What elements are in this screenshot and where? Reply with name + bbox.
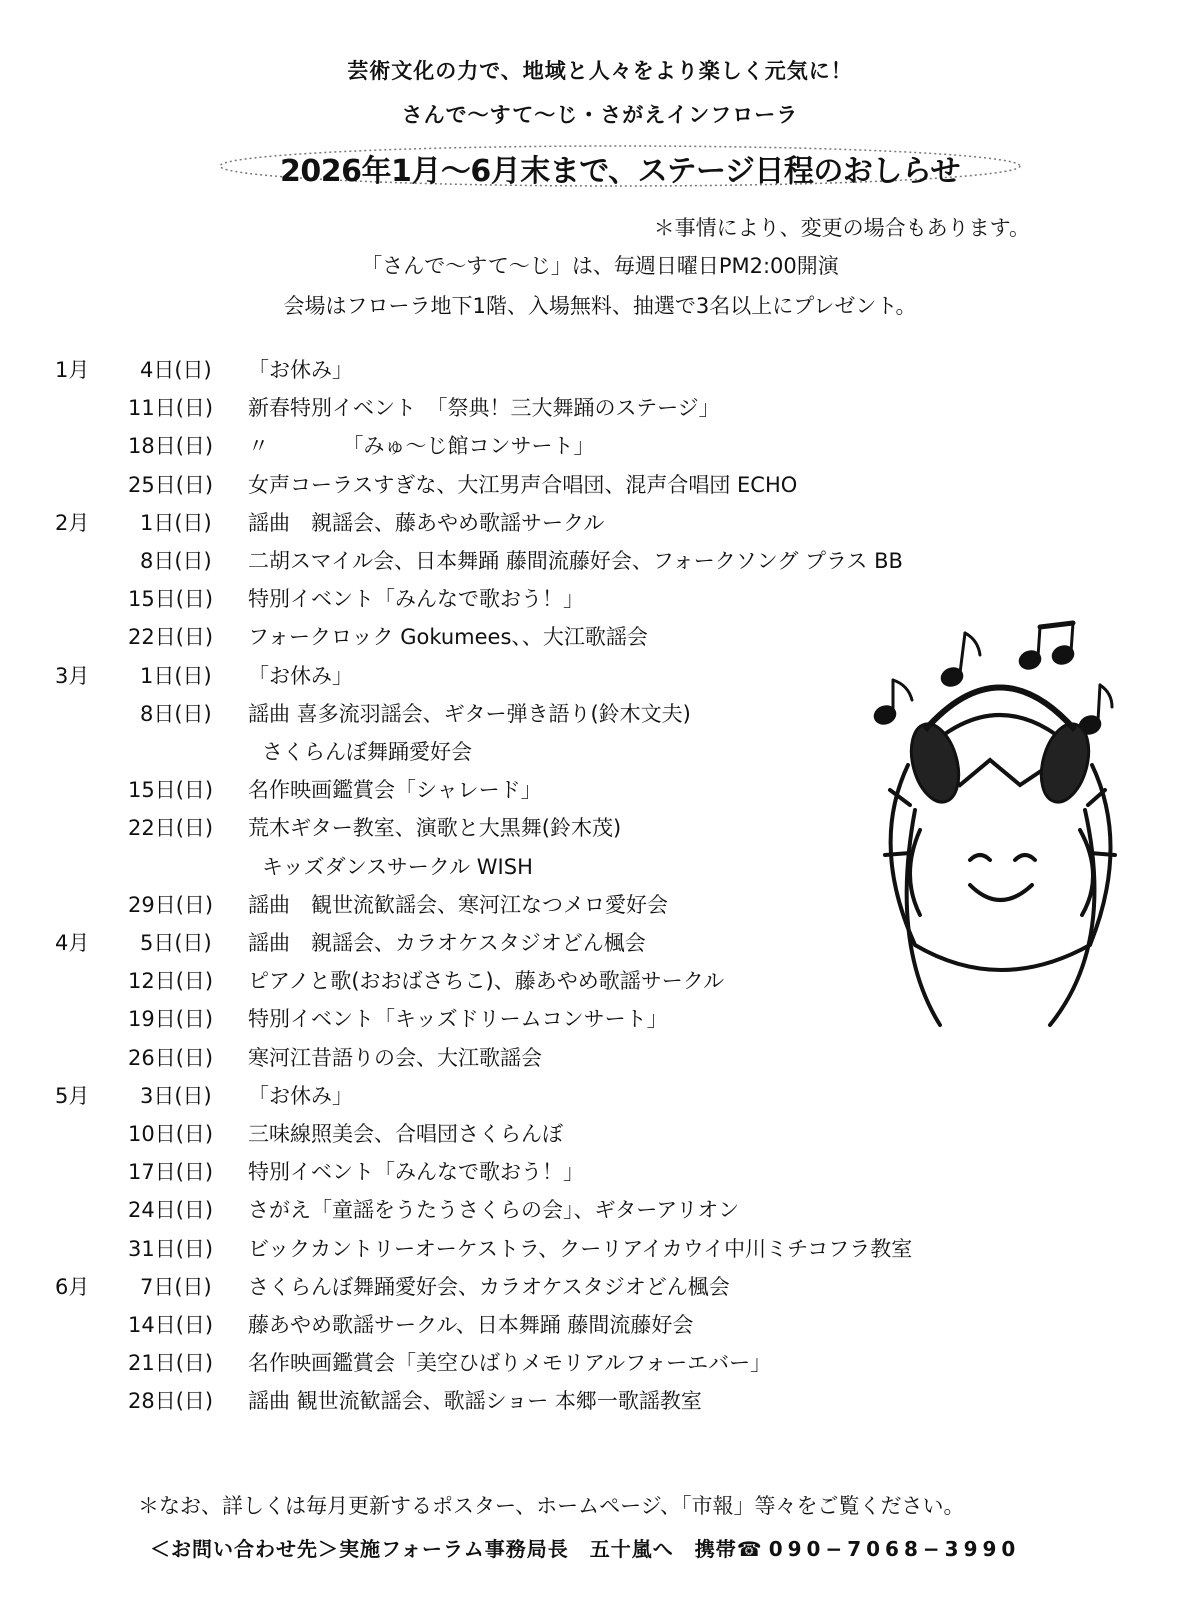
schedule-item: 寒河江昔語りの会、大江歌謡会 xyxy=(248,1046,542,1070)
schedule-month: 6月 xyxy=(55,1275,90,1299)
schedule-item: 特別イベント「キッズドリームコンサート」 xyxy=(248,1007,668,1031)
schedule-date: 24日(日) xyxy=(128,1198,214,1222)
schedule-date: 25日(日) xyxy=(128,473,214,497)
footer-note: ＊なお、詳しくは毎月更新するポスター、ホームページ、「市報」等々をご覧ください。 xyxy=(138,1494,965,1518)
schedule-month: 1月 xyxy=(55,358,90,382)
schedule-date: 4日(日) xyxy=(140,358,212,382)
schedule-date: 7日(日) xyxy=(140,1275,212,1299)
schedule-date: 26日(日) xyxy=(128,1046,214,1070)
schedule-item: さがえ「童謡をうたうさくらの会」、ギターアリオン xyxy=(248,1198,740,1222)
schedule-item: 謡曲 親謡会、カラオケスタジオどん楓会 xyxy=(248,931,646,955)
schedule-item: フォークロック Gokumees、、大江歌謡会 xyxy=(248,625,648,649)
schedule-item: ビックカントリーオーケストラ、クーリアイカウイ中川ミチコフラ教室 xyxy=(248,1237,913,1261)
schedule-item: 「お休み」 xyxy=(248,664,353,688)
schedule-item: 謡曲 観世流歓謡会、歌謡ショー 本郷一歌謡教室 xyxy=(248,1389,702,1413)
schedule-item: 三味線照美会、合唱団さくらんぼ xyxy=(248,1122,563,1146)
schedule-date: 29日(日) xyxy=(128,893,214,917)
schedule-item: 謡曲 親謡会、藤あやめ歌謡サークル xyxy=(248,511,605,535)
schedule-date: 5日(日) xyxy=(140,931,212,955)
schedule-date: 12日(日) xyxy=(128,969,214,993)
cat-with-headphones-icon xyxy=(860,615,1130,1035)
intro-line-2: 会場はフローラ地下1階、入場無料、抽選で3名以上にプレゼント。 xyxy=(283,294,917,318)
tagline: 芸術文化の力で、地域と人々をより楽しく元気に！ xyxy=(347,59,853,83)
schedule-item: 女声コーラスすぎな、大江男声合唱団、混声合唱団 ECHO xyxy=(248,473,798,497)
schedule-item: 新春特別イベント 「祭典！三大舞踊のステージ」 xyxy=(248,396,720,420)
schedule-item: 「お休み」 xyxy=(248,1084,353,1108)
schedule-item: 謡曲 観世流歓謡会、寒河江なつメロ愛好会 xyxy=(248,893,668,917)
schedule-date: 22日(日) xyxy=(128,816,214,840)
schedule-date: 15日(日) xyxy=(128,778,214,802)
change-notice: ＊事情により、変更の場合もあります。 xyxy=(653,216,1030,240)
schedule-item: キッズダンスサークル WISH xyxy=(262,855,533,879)
schedule-item: 名作映画鑑賞会「美空ひばりメモリアルフォーエバー」 xyxy=(248,1351,772,1375)
headline-banner xyxy=(215,142,1025,190)
schedule-date: 10日(日) xyxy=(128,1122,214,1146)
organization-name: さんで～すて～じ・さがえインフローラ xyxy=(401,103,799,127)
schedule-item: 荒木ギター教室、演歌と大黒舞(鈴木茂) xyxy=(248,816,622,840)
schedule-item: 〃 「みゅ～じ館コンサート」 xyxy=(248,434,595,458)
phone-number: 090−7068−3990 xyxy=(768,1537,1021,1561)
contact-info xyxy=(150,1533,1020,1562)
schedule-item: ピアノと歌(おおばさちこ)、藤あやめ歌謡サークル xyxy=(248,969,725,993)
schedule-month: 2月 xyxy=(55,511,90,535)
schedule-item: さくらんぼ舞踊愛好会、カラオケスタジオどん楓会 xyxy=(248,1275,730,1299)
schedule-item: 特別イベント「みんなで歌おう！」 xyxy=(248,1160,584,1184)
schedule-item: 謡曲 喜多流羽謡会、ギター弾き語り(鈴木文夫) xyxy=(248,702,691,726)
schedule-month: 3月 xyxy=(55,664,90,688)
schedule-date: 31日(日) xyxy=(128,1237,214,1261)
schedule-date: 15日(日) xyxy=(128,587,214,611)
schedule-month: 4月 xyxy=(55,931,90,955)
schedule-month: 5月 xyxy=(55,1084,90,1108)
header xyxy=(0,55,1200,129)
page-title: 2026年1月～6月末まで、ステージ日程のおしらせ xyxy=(279,154,961,189)
schedule-date: 14日(日) xyxy=(128,1313,214,1337)
schedule-date: 21日(日) xyxy=(128,1351,214,1375)
schedule-item: さくらんぼ舞踊愛好会 xyxy=(262,740,472,764)
schedule-item: 名作映画鑑賞会「シャレード」 xyxy=(248,778,542,802)
intro-line-1: 「さんで～すて～じ」は、毎週日曜日PM2:00開演 xyxy=(361,254,839,278)
schedule-date: 1日(日) xyxy=(140,511,212,535)
schedule-date: 11日(日) xyxy=(128,396,214,420)
schedule-item: 特別イベント「みんなで歌おう！」 xyxy=(248,587,584,611)
schedule-date: 28日(日) xyxy=(128,1389,214,1413)
schedule-item: 藤あやめ歌謡サークル、日本舞踊 藤間流藤好会 xyxy=(248,1313,694,1337)
schedule-date: 8日(日) xyxy=(140,549,212,573)
contact-label: ＜お問い合わせ先＞実施フォーラム事務局長 五十嵐へ 携帯☎ xyxy=(150,1537,763,1561)
schedule-date: 18日(日) xyxy=(128,434,214,458)
schedule-date: 19日(日) xyxy=(128,1007,214,1031)
schedule-date: 8日(日) xyxy=(140,702,212,726)
schedule-date: 1日(日) xyxy=(140,664,212,688)
schedule-item: 「お休み」 xyxy=(248,358,353,382)
schedule-date: 3日(日) xyxy=(140,1084,212,1108)
schedule-date: 22日(日) xyxy=(128,625,214,649)
schedule-item: 二胡スマイル会、日本舞踊 藤間流藤好会、フォークソング プラス BB xyxy=(248,549,903,573)
schedule-date: 17日(日) xyxy=(128,1160,214,1184)
